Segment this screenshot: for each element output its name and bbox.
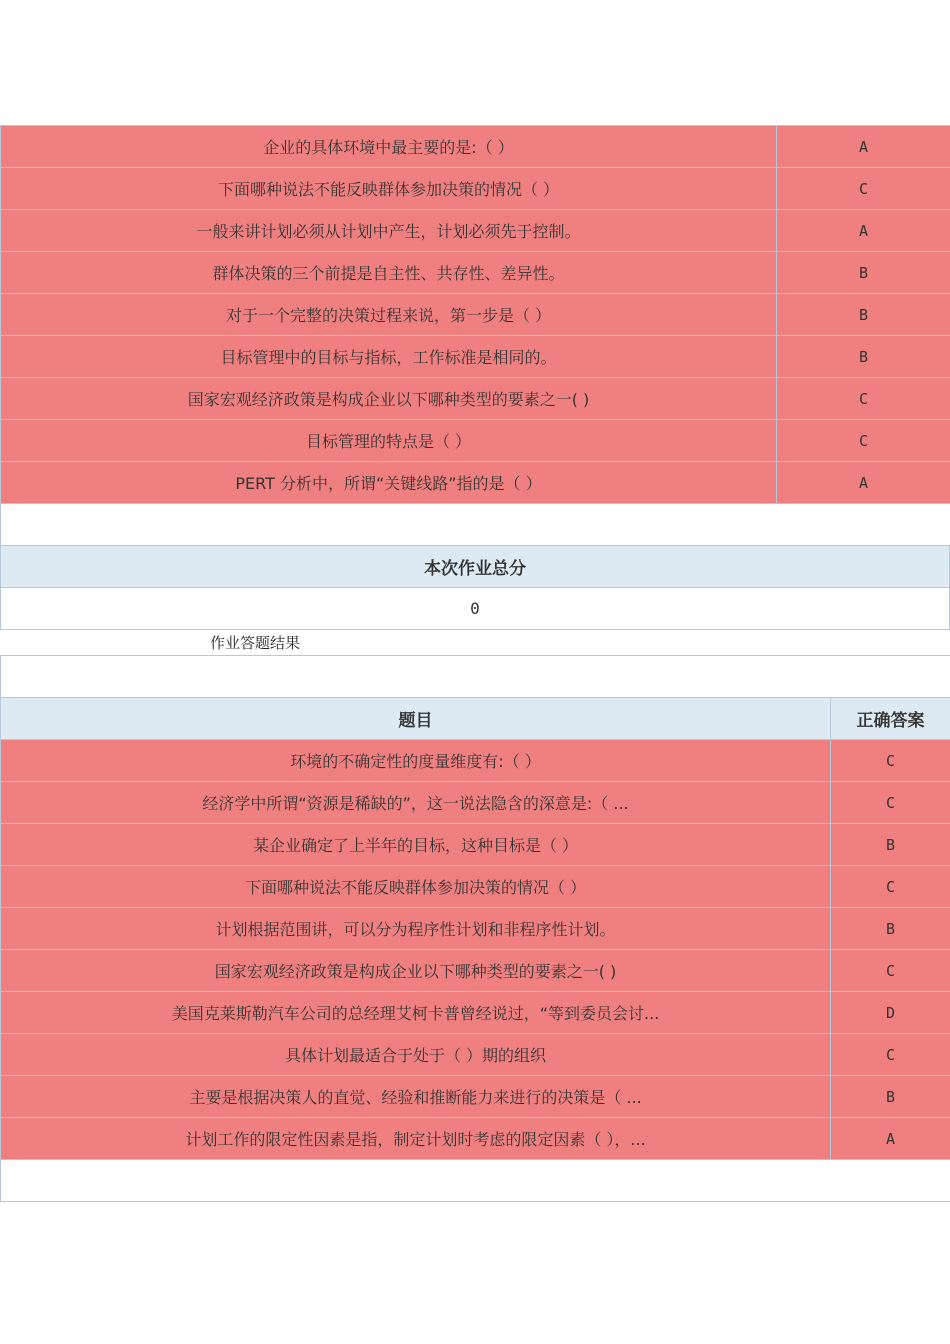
answer-cell: B <box>831 1076 950 1118</box>
table-row <box>1 740 950 782</box>
question-cell: 国家宏观经济政策是构成企业以下哪种类型的要素之一( ) <box>1 378 777 420</box>
answers-table-2 <box>0 655 950 1202</box>
answers-table-1-wrapper <box>0 125 950 546</box>
column-header-answer: 正确答案 <box>831 698 950 740</box>
answer-cell: B <box>777 336 950 378</box>
question-cell: 群体决策的三个前提是自主性、共存性、差异性。 <box>1 252 777 294</box>
answer-cell: A <box>777 210 950 252</box>
question-cell: 目标管理中的目标与指标，工作标准是相同的。 <box>1 336 777 378</box>
table-row <box>1 420 950 462</box>
table-row <box>1 1118 950 1160</box>
answer-cell: C <box>831 1034 950 1076</box>
question-cell: 下面哪种说法不能反映群体参加决策的情况（ ） <box>1 168 777 210</box>
question-cell: 一般来讲计划必须从计划中产生，计划必须先于控制。 <box>1 210 777 252</box>
table-row <box>1 168 950 210</box>
table-row <box>1 908 950 950</box>
answer-cell: C <box>777 378 950 420</box>
answer-cell: B <box>777 294 950 336</box>
question-cell: 国家宏观经济政策是构成企业以下哪种类型的要素之一( ) <box>1 950 831 992</box>
question-cell: 某企业确定了上半年的目标，这种目标是（ ） <box>1 824 831 866</box>
question-cell: 美国克莱斯勒汽车公司的总经理艾柯卡普曾经说过，“等到委员会讨... <box>1 992 831 1034</box>
question-cell: 计划根据范围讲，可以分为程序性计划和非程序性计划。 <box>1 908 831 950</box>
table-row <box>1 462 950 504</box>
answer-cell: C <box>777 168 950 210</box>
table-row <box>1 210 950 252</box>
answer-cell: D <box>831 992 950 1034</box>
score-table-wrapper <box>0 545 950 630</box>
table-row <box>1 378 950 420</box>
blank-row <box>1 504 950 546</box>
blank-row <box>1 1160 950 1202</box>
question-cell: 具体计划最适合于处于（ ）期的组织 <box>1 1034 831 1076</box>
table-row <box>1 1076 950 1118</box>
table-row <box>1 336 950 378</box>
table-row <box>1 950 950 992</box>
score-table <box>0 545 950 630</box>
question-cell: 企业的具体环境中最主要的是:（ ） <box>1 126 777 168</box>
table-row <box>1 782 950 824</box>
table-row <box>1 824 950 866</box>
answer-cell: A <box>777 126 950 168</box>
question-cell: 目标管理的特点是（ ） <box>1 420 777 462</box>
column-header-question: 题目 <box>1 698 831 740</box>
score-header-row <box>1 546 950 588</box>
table-row <box>1 126 950 168</box>
question-cell: 经济学中所谓“资源是稀缺的”，这一说法隐含的深意是:（ ... <box>1 782 831 824</box>
blank-row <box>1 656 950 698</box>
table-row <box>1 992 950 1034</box>
question-cell: 主要是根据决策人的直觉、经验和推断能力来进行的决策是（ ... <box>1 1076 831 1118</box>
answer-cell: A <box>777 462 950 504</box>
table-row <box>1 866 950 908</box>
answer-cell: A <box>831 1118 950 1160</box>
table-row <box>1 252 950 294</box>
question-cell: 环境的不确定性的度量维度有:（ ） <box>1 740 831 782</box>
answers-table-2-body <box>1 740 950 1160</box>
answer-cell: C <box>831 782 950 824</box>
score-value: 0 <box>1 588 950 630</box>
answer-cell: C <box>831 740 950 782</box>
question-cell: PERT 分析中，所谓“关键线路”指的是（ ） <box>1 462 777 504</box>
answer-cell: C <box>831 866 950 908</box>
answers-table-2-wrapper <box>0 655 950 1202</box>
answer-cell: B <box>777 252 950 294</box>
table-row <box>1 294 950 336</box>
results-caption: 作业答题结果 <box>210 634 301 652</box>
answer-cell: C <box>831 950 950 992</box>
score-label: 本次作业总分 <box>1 546 950 588</box>
answer-cell: B <box>831 908 950 950</box>
question-cell: 计划工作的限定性因素是指，制定计划时考虑的限定因素（ ），... <box>1 1118 831 1160</box>
answer-cell: C <box>777 420 950 462</box>
table-row <box>1 1034 950 1076</box>
question-cell: 下面哪种说法不能反映群体参加决策的情况（ ） <box>1 866 831 908</box>
answer-cell: B <box>831 824 950 866</box>
score-value-row <box>1 588 950 630</box>
answers-table-1-body <box>1 126 950 504</box>
table-header-row <box>1 698 950 740</box>
answers-table-1 <box>0 125 950 546</box>
question-cell: 对于一个完整的决策过程来说，第一步是（ ） <box>1 294 777 336</box>
